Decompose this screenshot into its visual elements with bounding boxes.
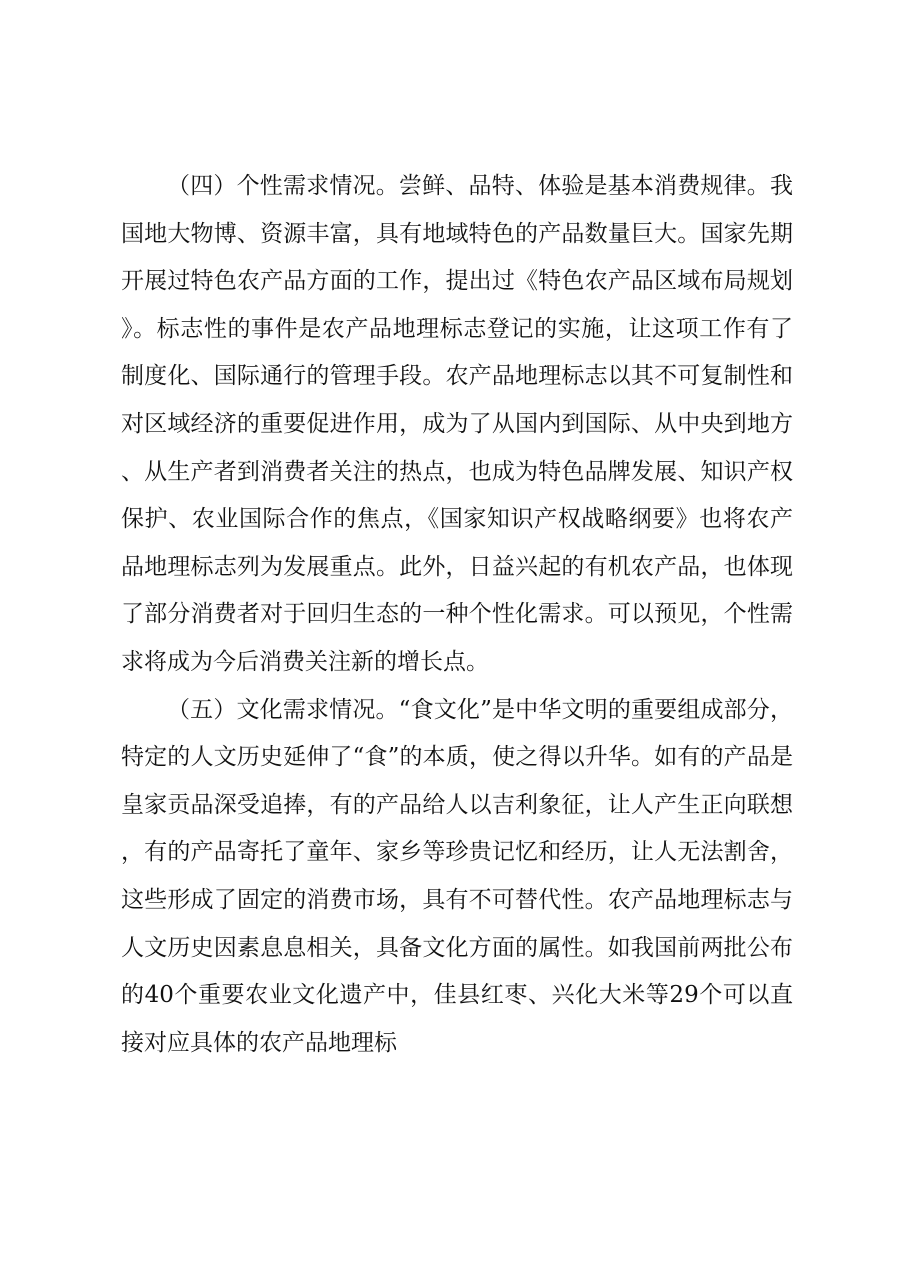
paragraph-personal-demand: （四）个性需求情况。尝鲜、品特、体验是基本消费规律。我国地大物博、资源丰富，具有地域特色的产品数量巨大。国家先期开展过特色农产品方面的工作，提出过《特色农产品区域布局规划》。标志性的事件是农产品地理标志登记的实施，让这项工作有了制度化、国际通行的管理手段。农产品地理标志以其不可复制性和对区域经济的重要促进作用，成为了从国内到国际、从中央到地方、从生产者到消费者关注的热点，也成为特色品牌发展、知识产权保护、农业国际合作的焦点，《国家知识产权战略纲要》也将农产品地理标志列为发展重点。此外，日益兴起的有机农产品，也体现了部分消费者对于回归生态的一种个性化需求。可以预见，个性需求将成为今后消费关注新的增长点。: [121, 173, 793, 675]
paragraph-cultural-demand: （五）文化需求情况。“食文化”是中华文明的重要组成部分，特定的人文历史延伸了“食”的本质，使之得以升华。如有的产品是皇家贡品深受追捧，有的产品给人以吉利象征，让人产生正向联想，有的产品寄托了童年、家乡等珍贵记忆和经历，让人无法割舍，这些形成了固定的消费市场，具有不可替代性。农产品地理标志与人文历史因素息息相关，具备文化方面的属性。如我国前两批公布的40个重要农业文化遗产中，佳县红枣、兴化大米等29个可以直接对应具体的农产品地理标: [121, 696, 793, 1056]
document-body: [121, 163, 793, 1067]
